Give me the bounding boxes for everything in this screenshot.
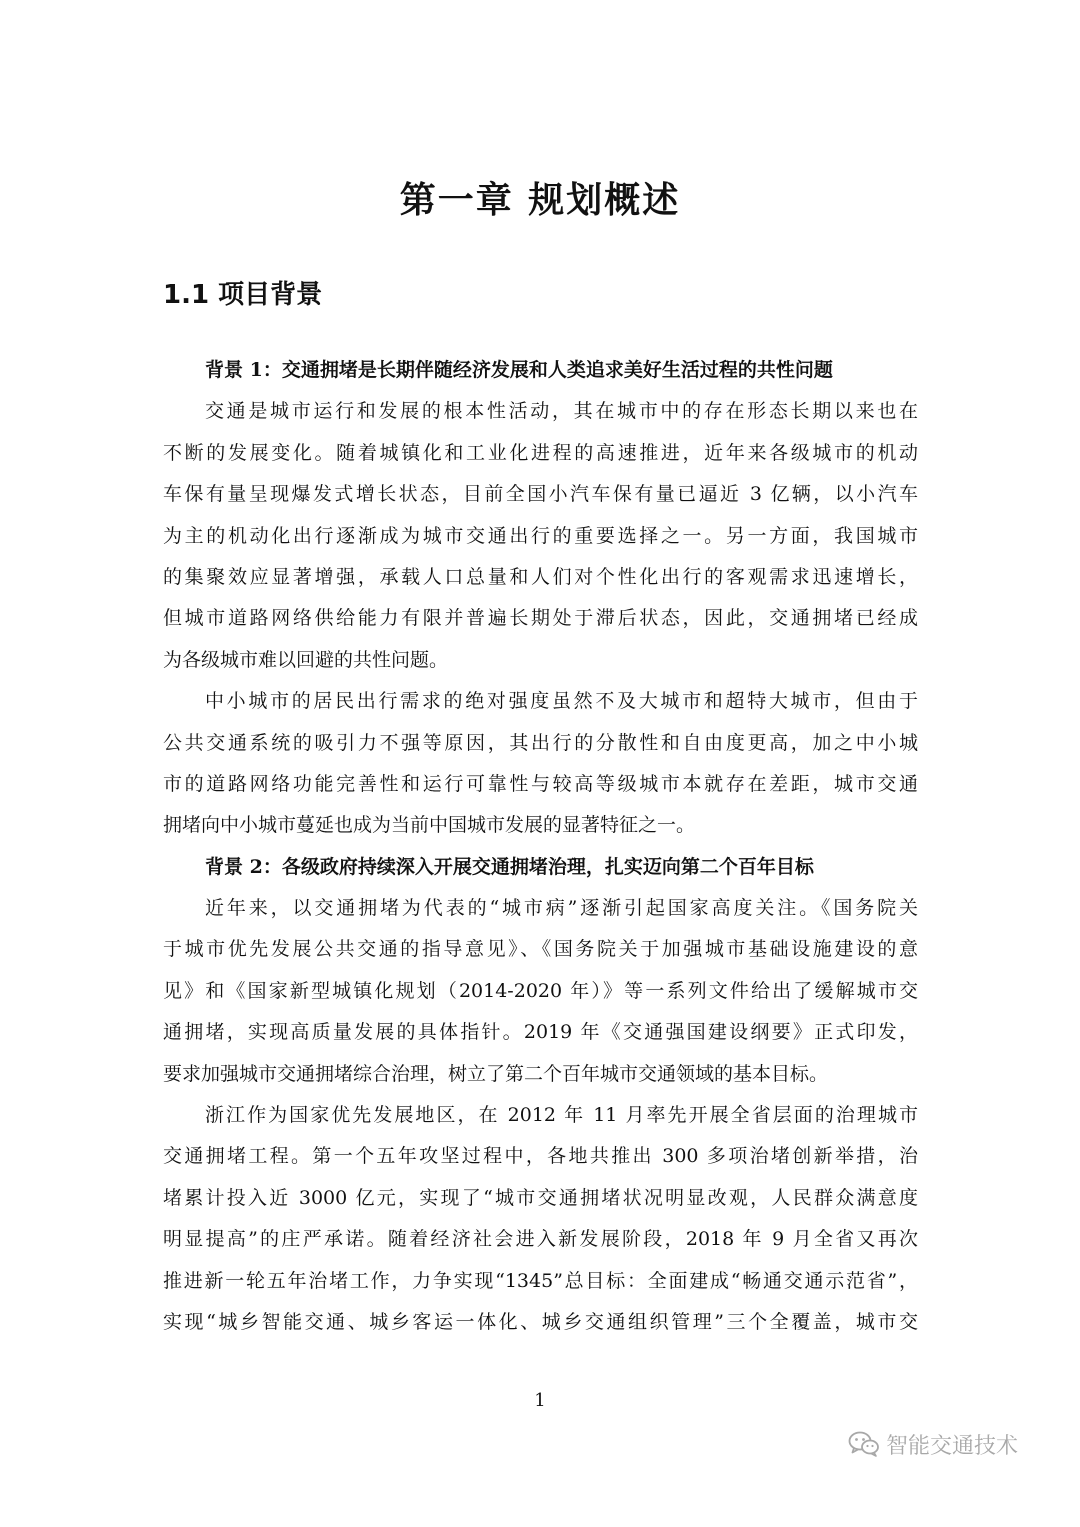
text-line: 要求加强城市交通拥堵综合治理，树立了第二个百年城市交通领域的基本目标。 xyxy=(163,1062,829,1085)
text-line: 明显提高”的庄严承诺。随着经济社会进入新发展阶段，2018 年 9 月全省又再次 xyxy=(163,1228,918,1251)
page-number: 1 xyxy=(534,1390,546,1411)
subheading-line: 背景 1：交通拥堵是长期伴随经济发展和人类追求美好生活过程的共性问题 xyxy=(205,359,833,381)
text-line: 推进新一轮五年治堵工作，力争实现“1345”总目标：全面建成“畅通交通示范省”， xyxy=(163,1269,918,1292)
text-line: 的集聚效应显著增强，承载人口总量和人们对个性化出行的客观需求迅速增长， xyxy=(163,565,918,588)
subheading-line: 背景 2：各级政府持续深入开展交通拥堵治理，扎实迈向第二个百年目标 xyxy=(205,855,814,878)
watermark xyxy=(848,1428,1018,1460)
text-line: 为各级城市难以回避的共性问题。 xyxy=(163,648,449,671)
text-line: 见》和《国家新型城镇化规划（2014-2020 年）》等一系列文件给出了缓解城市交 xyxy=(163,979,918,1002)
text-line: 中小城市的居民出行需求的绝对强度虽然不及大城市和超特大城市，但由于 xyxy=(205,690,918,713)
text-line: 通拥堵，实现高质量发展的具体指针。2019 年《交通强国建设纲要》正式印发， xyxy=(163,1021,918,1044)
text-line: 近年来，以交通拥堵为代表的“城市病”逐渐引起国家高度关注。《国务院关 xyxy=(205,897,918,920)
text-line: 浙江作为国家优先发展地区，在 2012 年 11 月率先开展全省层面的治理城市 xyxy=(205,1104,918,1127)
wechat-icon xyxy=(848,1430,880,1458)
text-line: 市的道路网络功能完善性和运行可靠性与较高等级城市本就存在差距，城市交通 xyxy=(163,772,918,795)
chapter-title: 第一章 规划概述 xyxy=(399,180,681,221)
text-line: 交通拥堵工程。第一个五年攻坚过程中，各地共推出 300 多项治堵创新举措，治 xyxy=(163,1145,918,1168)
text-line: 实现“城乡智能交通、城乡客运一体化、城乡交通组织管理”三个全覆盖，城市交 xyxy=(163,1310,918,1333)
text-line: 拥堵向中小城市蔓延也成为当前中国城市发展的显著特征之一。 xyxy=(163,814,696,837)
body-text xyxy=(163,350,918,1343)
text-line: 交通是城市运行和发展的根本性活动，其在城市中的存在形态长期以来也在 xyxy=(205,400,918,423)
text-line: 于城市优先发展公共交通的指导意见》、《国务院关于加强城市基础设施建设的意 xyxy=(163,938,918,961)
text-line: 堵累计投入近 3000 亿元，实现了“城市交通拥堵状况明显改观，人民群众满意度 xyxy=(163,1186,918,1209)
text-line: 车保有量呈现爆发式增长状态，目前全国小汽车保有量已逼近 3 亿辆，以小汽车 xyxy=(163,483,918,506)
text-line: 不断的发展变化。随着城镇化和工业化进程的高速推进，近年来各级城市的机动 xyxy=(163,441,918,464)
text-line: 为主的机动化出行逐渐成为城市交通出行的重要选择之一。另一方面，我国城市 xyxy=(163,524,918,547)
text-line: 但城市道路网络供给能力有限并普遍长期处于滞后状态，因此，交通拥堵已经成 xyxy=(163,607,918,630)
watermark-text: 智能交通技术 xyxy=(886,1433,1019,1459)
section-heading: 1.1 项目背景 xyxy=(163,280,323,310)
text-line: 公共交通系统的吸引力不强等原因，其出行的分散性和自由度更高，加之中小城 xyxy=(163,731,918,754)
